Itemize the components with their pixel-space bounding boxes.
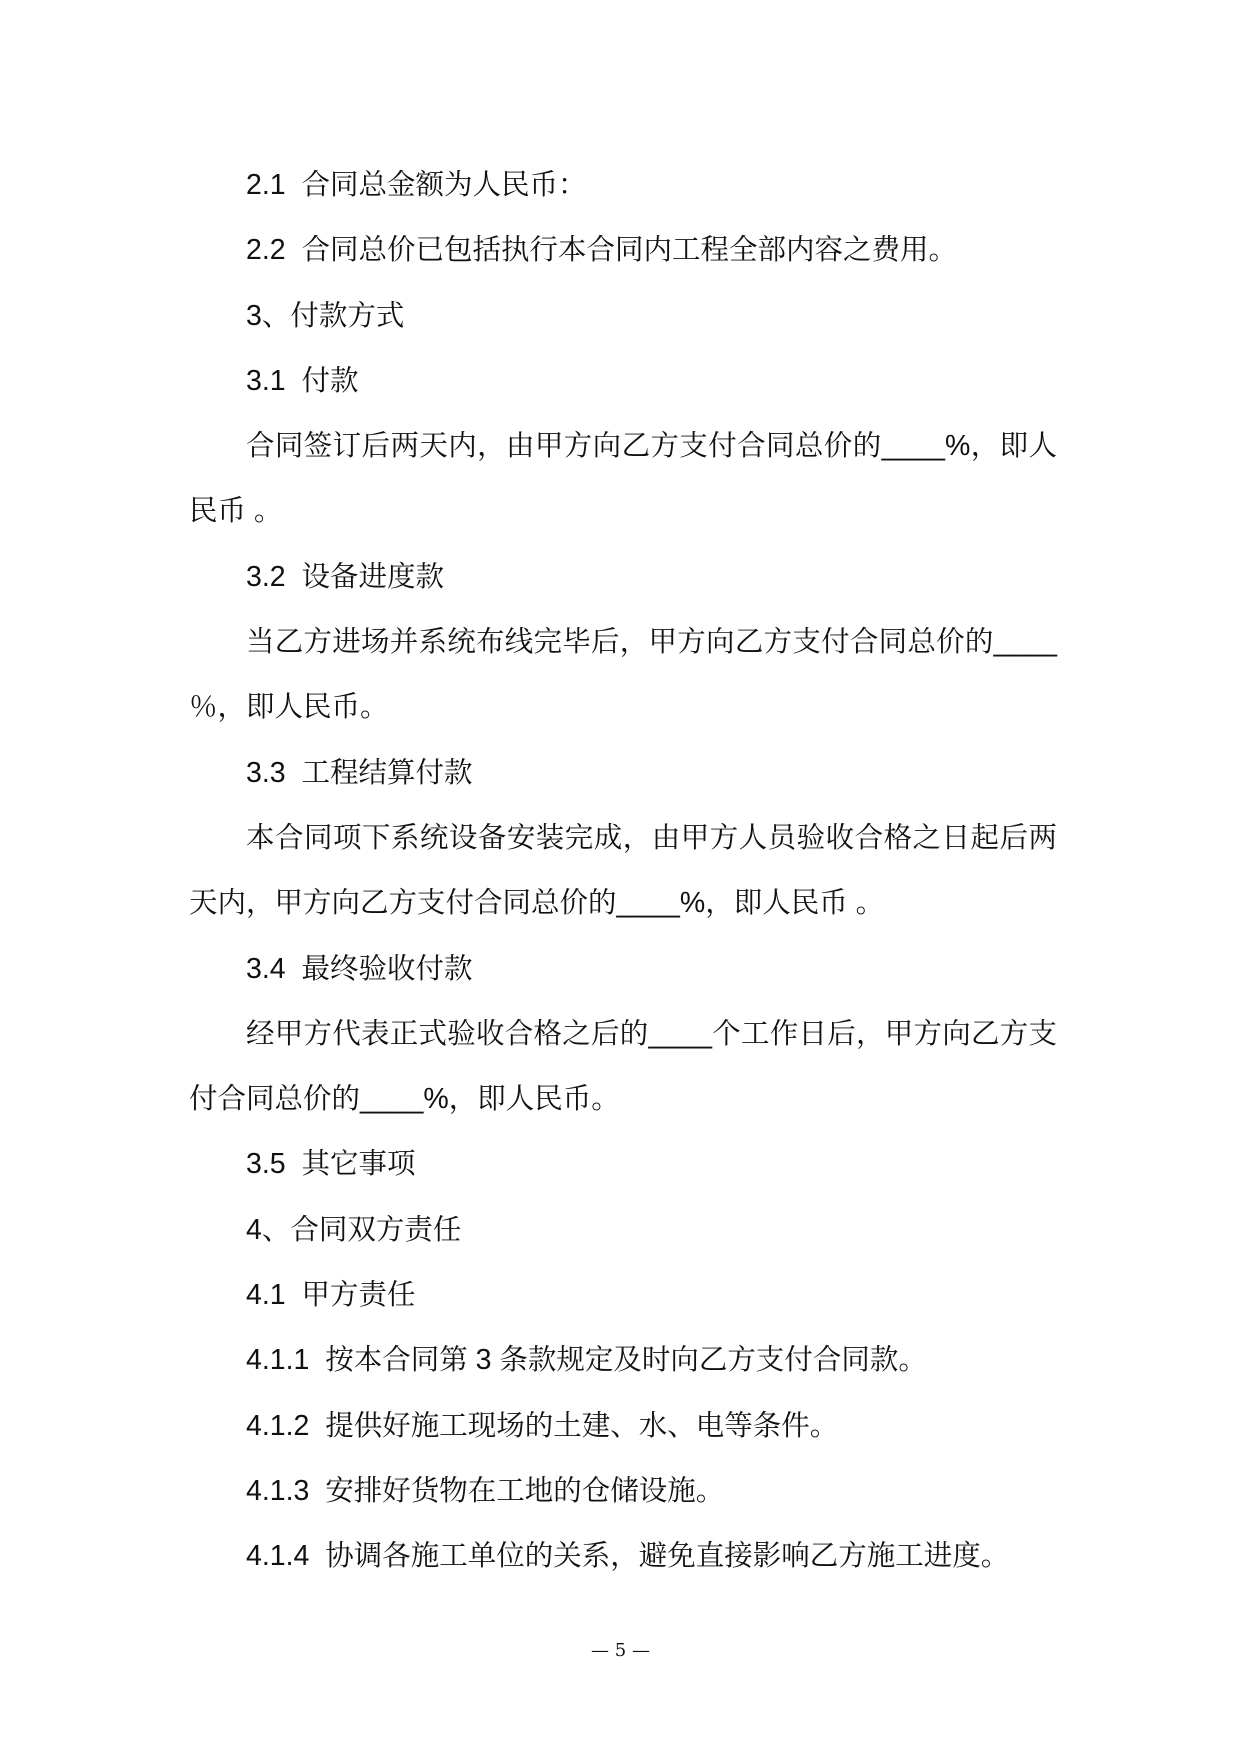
- page-number: — 5 —: [591, 1640, 650, 1661]
- text-line: 当乙方进场并系统布线完毕后，甲方向乙方支付合同总价的____: [246, 626, 1057, 659]
- text-line: 本合同项下系统设备安装完成，由甲方人员验收合格之日起后两: [246, 821, 1057, 854]
- clause-heading: 3.5 其它事项: [246, 1148, 416, 1181]
- section-heading: 3、付款方式: [246, 299, 405, 332]
- clause-2-1-total-amount: [189, 153, 1057, 218]
- text-line: 2.2 合同总价已包括执行本合同内工程全部内容之费用。: [246, 234, 957, 267]
- section-heading: 4、合同双方责任: [246, 1213, 462, 1246]
- text-line: 民币 。: [189, 495, 283, 528]
- clause-heading: 3.3 工程结算付款: [246, 756, 473, 789]
- clause-4-1-3: [189, 1459, 1057, 1524]
- text-line: 4.1.4 协调各施工单位的关系，避免直接影响乙方施工进度。: [246, 1540, 1010, 1573]
- clause-3-2-heading: [189, 545, 1057, 610]
- clause-heading: 4.1 甲方责任: [246, 1279, 416, 1312]
- text-line: 4.1.3 安排好货物在工地的仓储设施。: [246, 1474, 725, 1507]
- document-body: [189, 153, 1057, 1590]
- text-line: 付合同总价的____%，即人民币。: [189, 1083, 620, 1116]
- text-line: 4.1.2 提供好施工现场的土建、水、电等条件。: [246, 1409, 839, 1442]
- section-3-heading: [189, 284, 1057, 349]
- clause-heading: 3.1 付款: [246, 364, 359, 397]
- clause-3-1-heading: [189, 349, 1057, 414]
- text-line: 经甲方代表正式验收合格之后的____个工作日后，甲方向乙方支: [246, 1017, 1057, 1050]
- text-line: 2.1 合同总金额为人民币：: [246, 169, 587, 201]
- clause-3-4-heading: [189, 937, 1057, 1002]
- clause-3-1-body: [189, 414, 1057, 545]
- clause-3-3-heading: [189, 741, 1057, 806]
- text-line: 4.1.1 按本合同第 3 条款规定及时向乙方支付合同款。: [246, 1344, 927, 1377]
- text-line: 天内，甲方向乙方支付合同总价的____%，即人民币 。: [189, 887, 885, 920]
- clause-4-1-heading: [189, 1263, 1057, 1328]
- clause-4-1-2: [189, 1394, 1057, 1459]
- clause-heading: 3.4 最终验收付款: [246, 952, 473, 985]
- clause-3-3-body: [189, 806, 1057, 937]
- clause-4-1-1: [189, 1328, 1057, 1393]
- clause-3-4-body: [189, 1002, 1057, 1133]
- clause-2-2-price-scope: [189, 218, 1057, 283]
- clause-4-1-4: [189, 1524, 1057, 1589]
- clause-heading: 3.2 设备进度款: [246, 560, 444, 593]
- section-4-heading: [189, 1198, 1057, 1263]
- text-line: ％，即人民币。: [189, 691, 389, 724]
- clause-3-5-heading: [189, 1132, 1057, 1197]
- clause-3-2-body: [189, 610, 1057, 741]
- text-line: 合同签订后两天内，由甲方向乙方支付合同总价的____%，即人: [246, 430, 1057, 463]
